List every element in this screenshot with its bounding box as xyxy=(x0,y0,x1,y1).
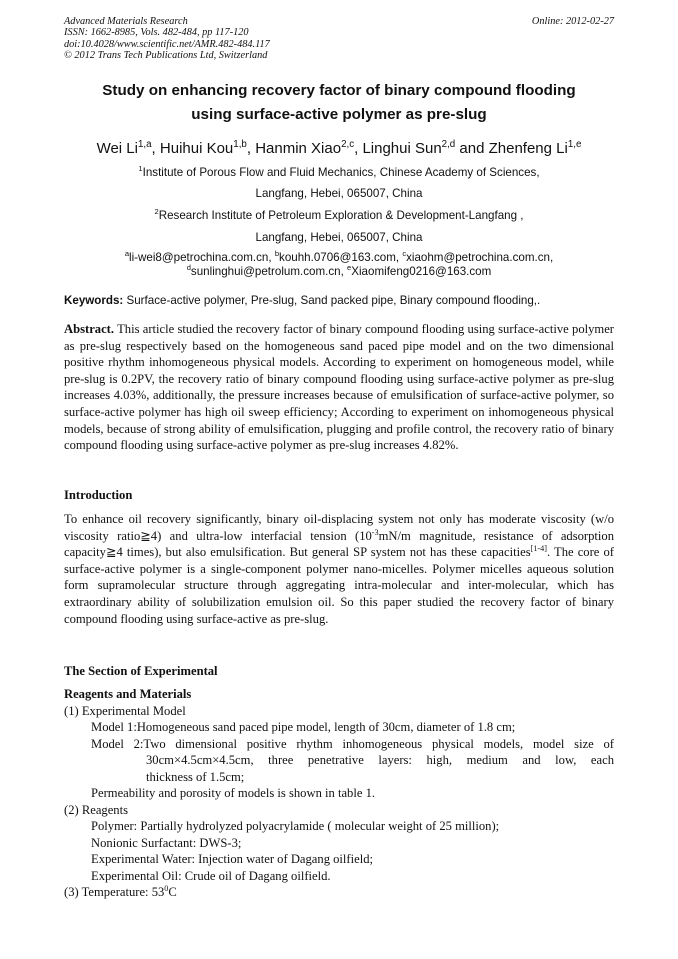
email-line-2 xyxy=(64,265,614,278)
temperature-text: (3) Temperature: 53 xyxy=(64,885,165,899)
journal-header xyxy=(64,16,270,61)
abstract xyxy=(64,321,614,454)
author-name: Hanmin Xiao xyxy=(255,140,342,157)
author-separator: , xyxy=(151,140,160,157)
reagent-water: Experimental Water: Injection water of Dagang oilfield; xyxy=(91,852,374,866)
item-reagents: (2) Reagents xyxy=(64,803,128,817)
temperature-unit: C xyxy=(168,885,177,899)
keywords xyxy=(64,294,624,307)
online-date: Online: 2012-02-27 xyxy=(531,16,614,27)
email-d: sunlinghui@petrolum.com.cn, xyxy=(190,265,348,278)
exponent: -3 xyxy=(371,527,379,537)
intro-text: To enhance oil recovery significantly, binary oil-displacing system not only has moderate viscosity (w/o viscosity ratio≧4) and ultra-low interfacial tension (10 xyxy=(64,512,614,543)
reagent-polymer: Polymer: Partially hydrolyzed polyacrylamide ( molecular weight of 25 million); xyxy=(91,819,500,833)
introduction-heading: Introduction xyxy=(64,488,133,502)
model-1-description: Model 1:Homogeneous sand paced pipe model, length of 30cm, diameter of 1.8 cm; xyxy=(91,720,516,734)
author-name: Linghui Sun xyxy=(362,140,442,157)
affiliation-2-marker: 2 xyxy=(154,207,159,217)
introduction-paragraph xyxy=(64,511,614,627)
author-separator: , xyxy=(246,140,256,157)
author-affil: 2,d xyxy=(441,139,456,150)
reagent-oil: Experimental Oil: Crude oil of Dagang oilfield. xyxy=(91,869,331,883)
author-and: and xyxy=(455,140,489,157)
paper-title-line-1: Study on enhancing recovery factor of binary compound flooding xyxy=(102,82,576,99)
degree-marker: 0 xyxy=(164,883,169,893)
permeability-note: Permeability and porosity of models is shown in table 1. xyxy=(91,786,376,800)
experimental-heading: The Section of Experimental xyxy=(64,664,218,678)
email-marker: c xyxy=(402,249,407,259)
email-marker: b xyxy=(274,249,280,259)
email-e: Xiaomifeng0216@163.com xyxy=(351,265,492,278)
model-2-line-3: thickness of 1.5cm; xyxy=(146,770,245,784)
affiliation-2-line-2: Langfang, Hebei, 065007, China xyxy=(255,231,423,244)
author-name: Zhenfeng Li xyxy=(488,140,568,157)
issn-line: ISSN: 1662-8985, Vols. 482-484, pp 117-120 xyxy=(64,27,249,39)
keywords-text: Surface-active polymer, Pre-slug, Sand packed pipe, Binary compound flooding,. xyxy=(123,294,541,307)
intro-text: mN/m magnitude, resistance of adsorption capacity≧4 times), but also emulsification. But general SP system not has these capacities xyxy=(64,528,614,560)
paper-title-line-2: using surface-active polymer as pre-slug xyxy=(191,106,487,123)
item-experimental-model: (1) Experimental Model xyxy=(64,704,186,718)
copyright-line: © 2012 Trans Tech Publications Ltd, Switzerland xyxy=(64,49,268,61)
doi-line: doi:10.4028/www.scientific.net/AMR.482-484.117 xyxy=(64,38,270,50)
reagents-subheading: Reagents and Materials xyxy=(64,687,192,701)
email-marker: d xyxy=(186,263,191,273)
keywords-label: Keywords: xyxy=(64,294,124,307)
intro-text: . The core of surface-active polymer is a single-component polymer nano-micelles. Polymer micelles aqueous solution form supramolecular structure through aggregating intra-molecular and inter-molecular, which has extraordinary ability of solubilization emulsion oil. So this paper studied the recovery factor of binary compound flooding using surface-active as pre-slug. xyxy=(64,545,614,626)
affiliation-1-line-1 xyxy=(64,166,614,179)
email-line-1 xyxy=(64,251,614,264)
email-a: li-wei8@petrochina.com.cn, xyxy=(129,251,275,264)
affiliation-1-line-2: Langfang, Hebei, 065007, China xyxy=(255,187,423,200)
journal-name: Advanced Materials Research xyxy=(64,16,188,27)
citation: [1-4] xyxy=(530,544,547,553)
affiliation-1-text: Institute of Porous Flow and Fluid Mechanics, Chinese Academy of Sciences, xyxy=(142,166,540,179)
affiliation-1-marker: 1 xyxy=(138,164,143,174)
author-name: Huihui Kou xyxy=(159,140,234,157)
affiliation-2-line-1 xyxy=(64,209,614,222)
affiliation-2-text: Research Institute of Petroleum Exploration & Development-Langfang , xyxy=(158,209,524,222)
email-marker: a xyxy=(124,249,130,259)
reagent-surfactant: Nonionic Surfactant: DWS-3; xyxy=(91,836,242,850)
item-temperature xyxy=(64,884,177,901)
author-affil: 1,a xyxy=(137,139,152,150)
email-b: kouhh.0706@163.com, xyxy=(279,251,403,264)
abstract-text: This article studied the recovery factor of binary compound flooding using surface-active polymer as pre-slug respectively based on the homogeneous sand paced pipe model and on the two dimensional positive rhythm inhomogeneous physical models. According to experiment on homogeneous model, while pre-slug is 0.2PV, the recovery ratio of binary compound flooding using surface-active polymer as pre-slug increases 4.03%, additionally, the pressure increases because of emulsification of surface-active polymer, so surface-active polymer has high oil sweep efficiency; According to experiment on inhomogeneous physical models, because of strong ability of emulsification, plugging and profile control, the recovery ratio of binary compound flooding using surface-active polymer as pre-slug increases 4.82%. xyxy=(64,322,614,453)
author-affil: 1,b xyxy=(233,139,247,150)
author-affil: 1,e xyxy=(567,139,582,150)
model-2-line-2: 30cm×4.5cm×4.5cm, three penetrative layers: high, medium and low, each xyxy=(146,753,614,767)
author-affil: 2,c xyxy=(341,139,355,150)
author-list xyxy=(64,140,614,157)
email-marker: e xyxy=(347,263,352,273)
author-separator: , xyxy=(354,140,363,157)
abstract-label: Abstract. xyxy=(64,322,115,336)
author-name: Wei Li xyxy=(96,140,138,157)
email-c: xiaohm@petrochina.com.cn, xyxy=(406,251,554,264)
model-2-line-1: Model 2:Two dimensional positive rhythm inhomogeneous physical models, model size of xyxy=(91,737,614,751)
